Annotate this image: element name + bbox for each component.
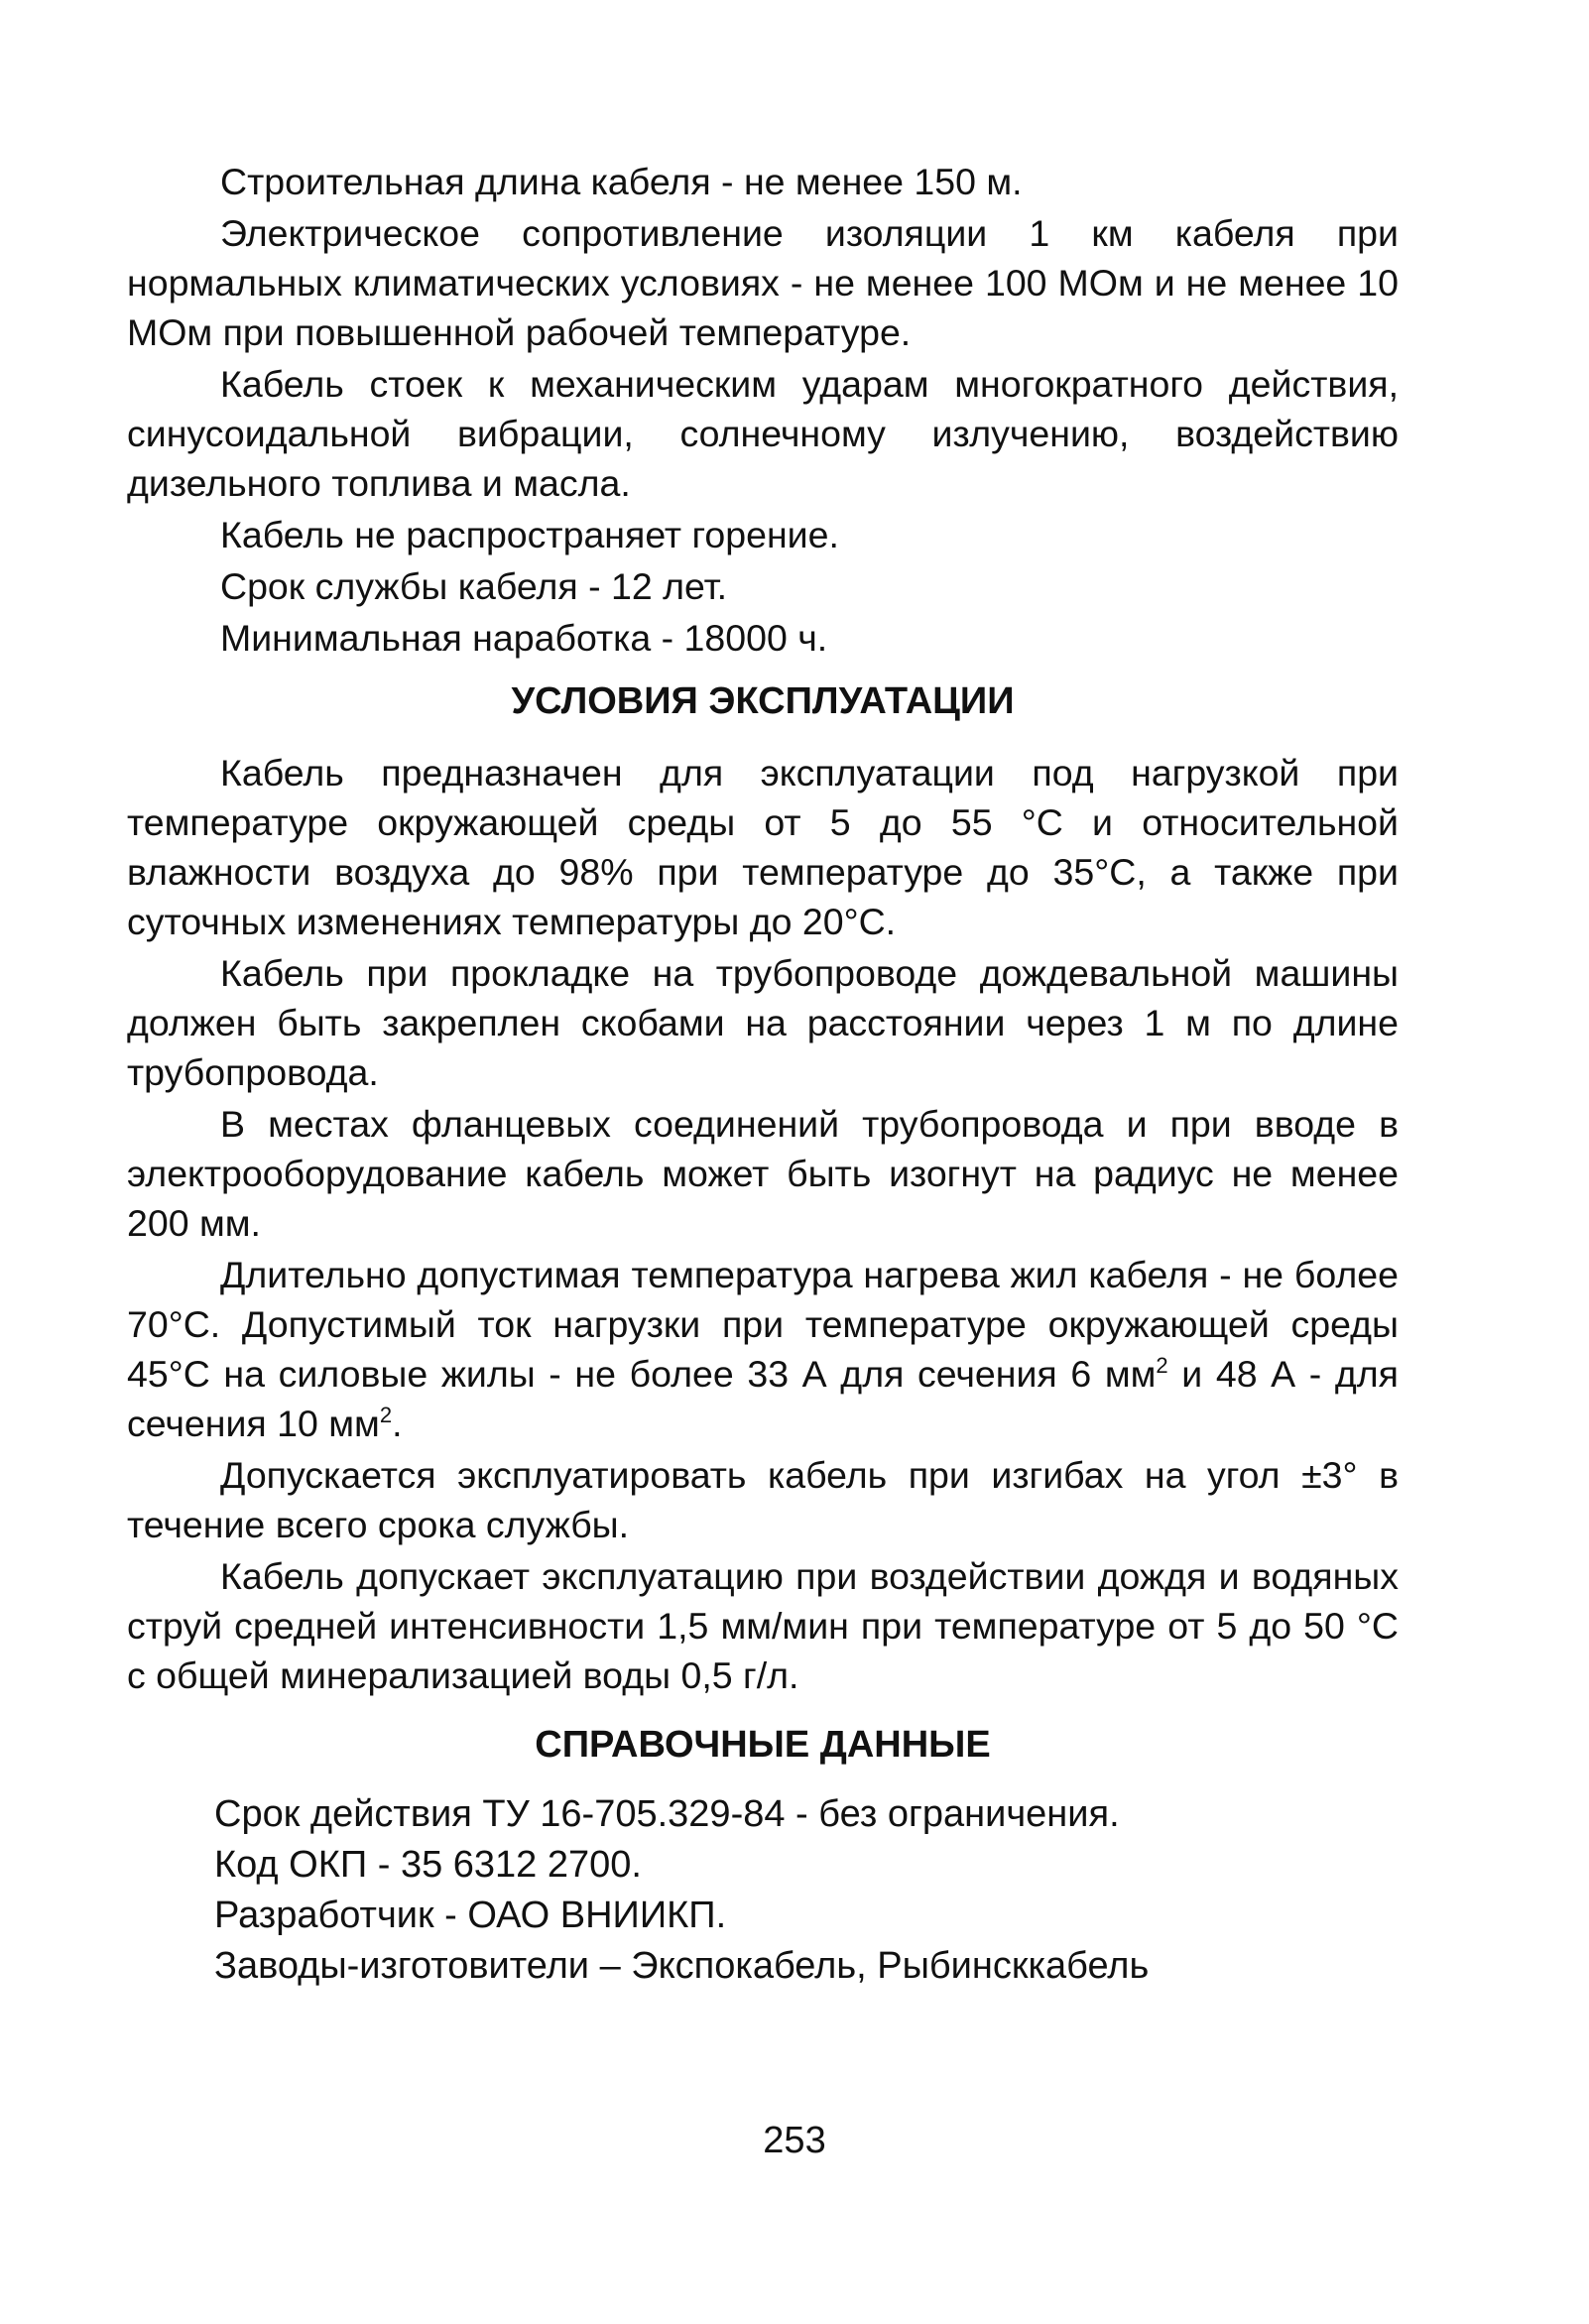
operation-temperature-current xyxy=(127,1250,1399,1448)
spec-service-life: Срок службы кабеля - 12 лет. xyxy=(220,565,728,607)
operation-rain-exposure: Кабель допускает эксплуатацию при воздействии дождя и водяных струй средней интенсивности 1,5 мм/мин при температуре от 5 до 50 °С с общей минерализацией воды 0,5 г/л. xyxy=(127,1555,1399,1696)
spec-insulation-resistance: Электрическое сопротивление изоляции 1 км кабеля при нормальных климатических условиях - не менее 100 МОм и не менее 10 МОм при повышенной рабочей температуре. xyxy=(127,212,1399,353)
reference-manufacturers: Заводы-изготовители – Экспокабель, Рыбинсккабель xyxy=(214,1945,1150,1987)
reference-okp-code: Код ОКП - 35 6312 2700. xyxy=(214,1844,642,1886)
operation-pipeline-mounting: Кабель при прокладке на трубопроводе дождевальной машины должен быть закреплен скобами на расстоянии через 1 м по длине трубопровода. xyxy=(127,952,1399,1093)
operation-heading: УСЛОВИЯ ЭКСПЛУАТАЦИИ xyxy=(511,680,1015,722)
spec-non-flammable: Кабель не распространяет горение. xyxy=(220,514,839,555)
reference-heading: СПРАВОЧНЫЕ ДАННЫЕ xyxy=(535,1724,991,1766)
document-page xyxy=(127,157,1399,1992)
spec-min-operating-time: Минимальная наработка - 18000 ч. xyxy=(220,617,828,659)
operation-temperature-current-text-1: Длительно допустимая температура нагрева жил кабеля - не более 70°С. Допустимый ток нагрузки при температуре окружающей среды 45°С на силовые жилы - не более 33 А для сечения 6 мм xyxy=(127,1254,1399,1395)
superscript-squared-2: 2 xyxy=(379,1403,393,1427)
reference-developer: Разработчик - ОАО ВНИИКП. xyxy=(214,1895,727,1936)
reference-validity: Срок действия ТУ 16-705.329-84 - без ограничения. xyxy=(214,1793,1120,1835)
operation-ambient-conditions: Кабель предназначен для эксплуатации под нагрузкой при температуре окружающей среды от 5 до 55 °С и относительной влажности воздуха до 98% при температуре до 35°С, а также при суточных изменениях температуры до 20°С. xyxy=(127,752,1399,942)
operation-temperature-current-text-3: . xyxy=(392,1403,403,1444)
spec-resistance-properties: Кабель стоек к механическим ударам многократного действия, синусоидальной вибрации, солнечному излучению, воздействию дизельного топлива и масла. xyxy=(127,363,1399,504)
spec-build-length: Строительная длина кабеля - не менее 150 м. xyxy=(220,161,1023,202)
operation-temperature-current-text-2: и 48 А - для сечения 10 мм xyxy=(127,1353,1399,1444)
page-number: 253 xyxy=(763,2120,826,2161)
operation-bend-radius: В местах фланцевых соединений трубопровода и при вводе в электрооборудование кабель может быть изогнут на радиус не менее 200 мм. xyxy=(127,1103,1399,1244)
superscript-squared-1: 2 xyxy=(1156,1353,1168,1378)
operation-bend-angle: Допускается эксплуатировать кабель при изгибах на угол ±3° в течение всего срока службы. xyxy=(127,1454,1399,1545)
